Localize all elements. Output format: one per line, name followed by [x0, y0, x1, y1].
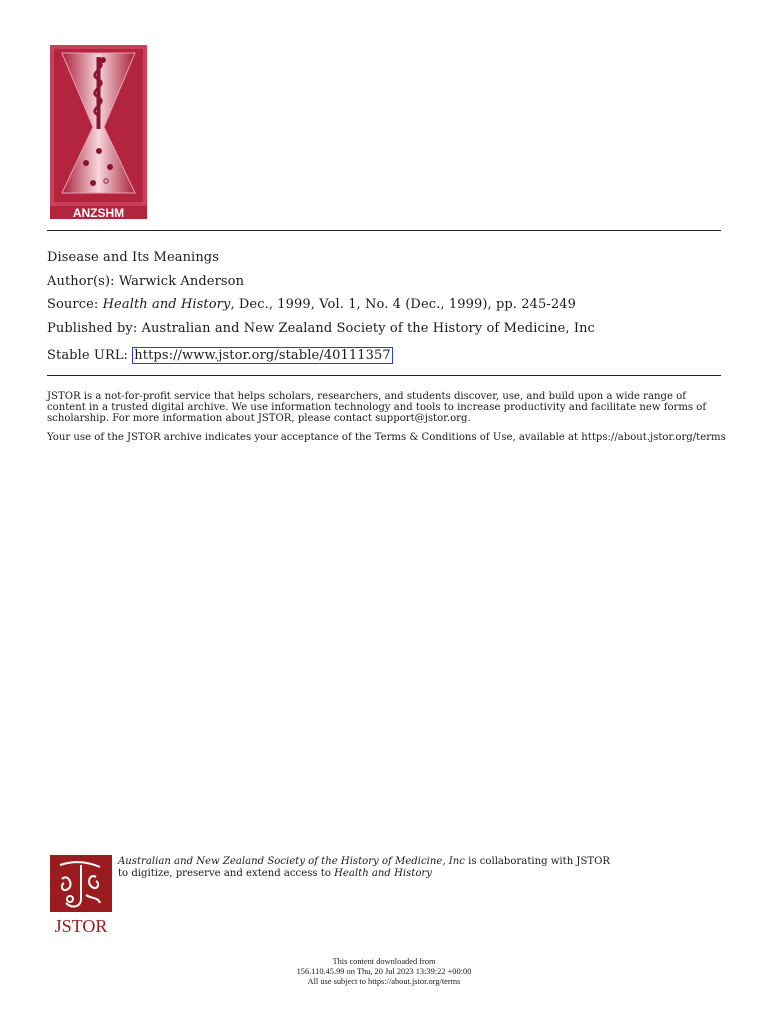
jstor-notice-terms	[47, 432, 727, 443]
author-name: Warwick Anderson	[118, 274, 245, 289]
article-title: Disease and Its Meanings	[47, 250, 219, 265]
anzshm-logo	[48, 43, 149, 219]
anzshm-wordmark: ANZSHM	[72, 206, 125, 219]
download-footer	[184, 957, 584, 987]
footer-line-1: This content downloaded from	[332, 957, 436, 966]
jstor-wordmark: JSTOR	[54, 916, 108, 935]
jstor-logo	[50, 855, 112, 935]
source-line	[47, 296, 576, 313]
bottom-divider	[47, 375, 721, 376]
collaboration-statement	[118, 856, 610, 880]
publisher-label: Published by:	[47, 321, 138, 336]
collaboration-org: Australian and New Zealand Society of the History of Medicine, Inc	[118, 856, 465, 867]
collaboration-line-2	[118, 868, 610, 880]
stable-url-label: Stable URL:	[47, 348, 129, 363]
collaboration-prefix: to digitize, preserve and extend access to	[118, 868, 335, 879]
collaboration-line-1	[118, 856, 610, 868]
footer-line-3: All use subject to https://about.jstor.org/terms	[307, 977, 461, 986]
author-line	[47, 273, 244, 290]
stable-url-line	[47, 347, 393, 364]
source-label: Source:	[47, 297, 99, 312]
collaboration-journal: Health and History	[334, 868, 432, 879]
collaboration-mid: is collaborating with JSTOR	[464, 856, 610, 867]
notice-paragraph-2: Your use of the JSTOR archive indicates your acceptance of the Terms & Conditions of Use, available at https://about.jstor.org/terms	[47, 432, 726, 443]
author-label: Author(s):	[47, 274, 115, 289]
source-details: , Dec., 1999, Vol. 1, No. 4 (Dec., 1999), pp. 245-249	[230, 297, 576, 312]
notice-paragraph-1: JSTOR is a not-for-profit service that helps scholars, researchers, and students discover, use, and build upon a wide range of content in a trusted digital archive. We use information technology and tools to increase productivity and facilitate new forms of scholarship. For more information about JSTOR, please contact support@jstor.org.	[47, 391, 707, 424]
footer-line-2: 156.110.45.99 on Thu, 20 Jul 2023 13:39:22 +00:00	[296, 967, 472, 976]
top-divider	[47, 230, 721, 231]
source-journal: Health and History	[102, 297, 231, 312]
jstor-notice	[47, 391, 727, 424]
publisher-line	[47, 320, 595, 337]
stable-url-link[interactable]: https://www.jstor.org/stable/40111357	[134, 348, 391, 363]
publisher-name: Australian and New Zealand Society of the History of Medicine, Inc	[141, 321, 595, 336]
